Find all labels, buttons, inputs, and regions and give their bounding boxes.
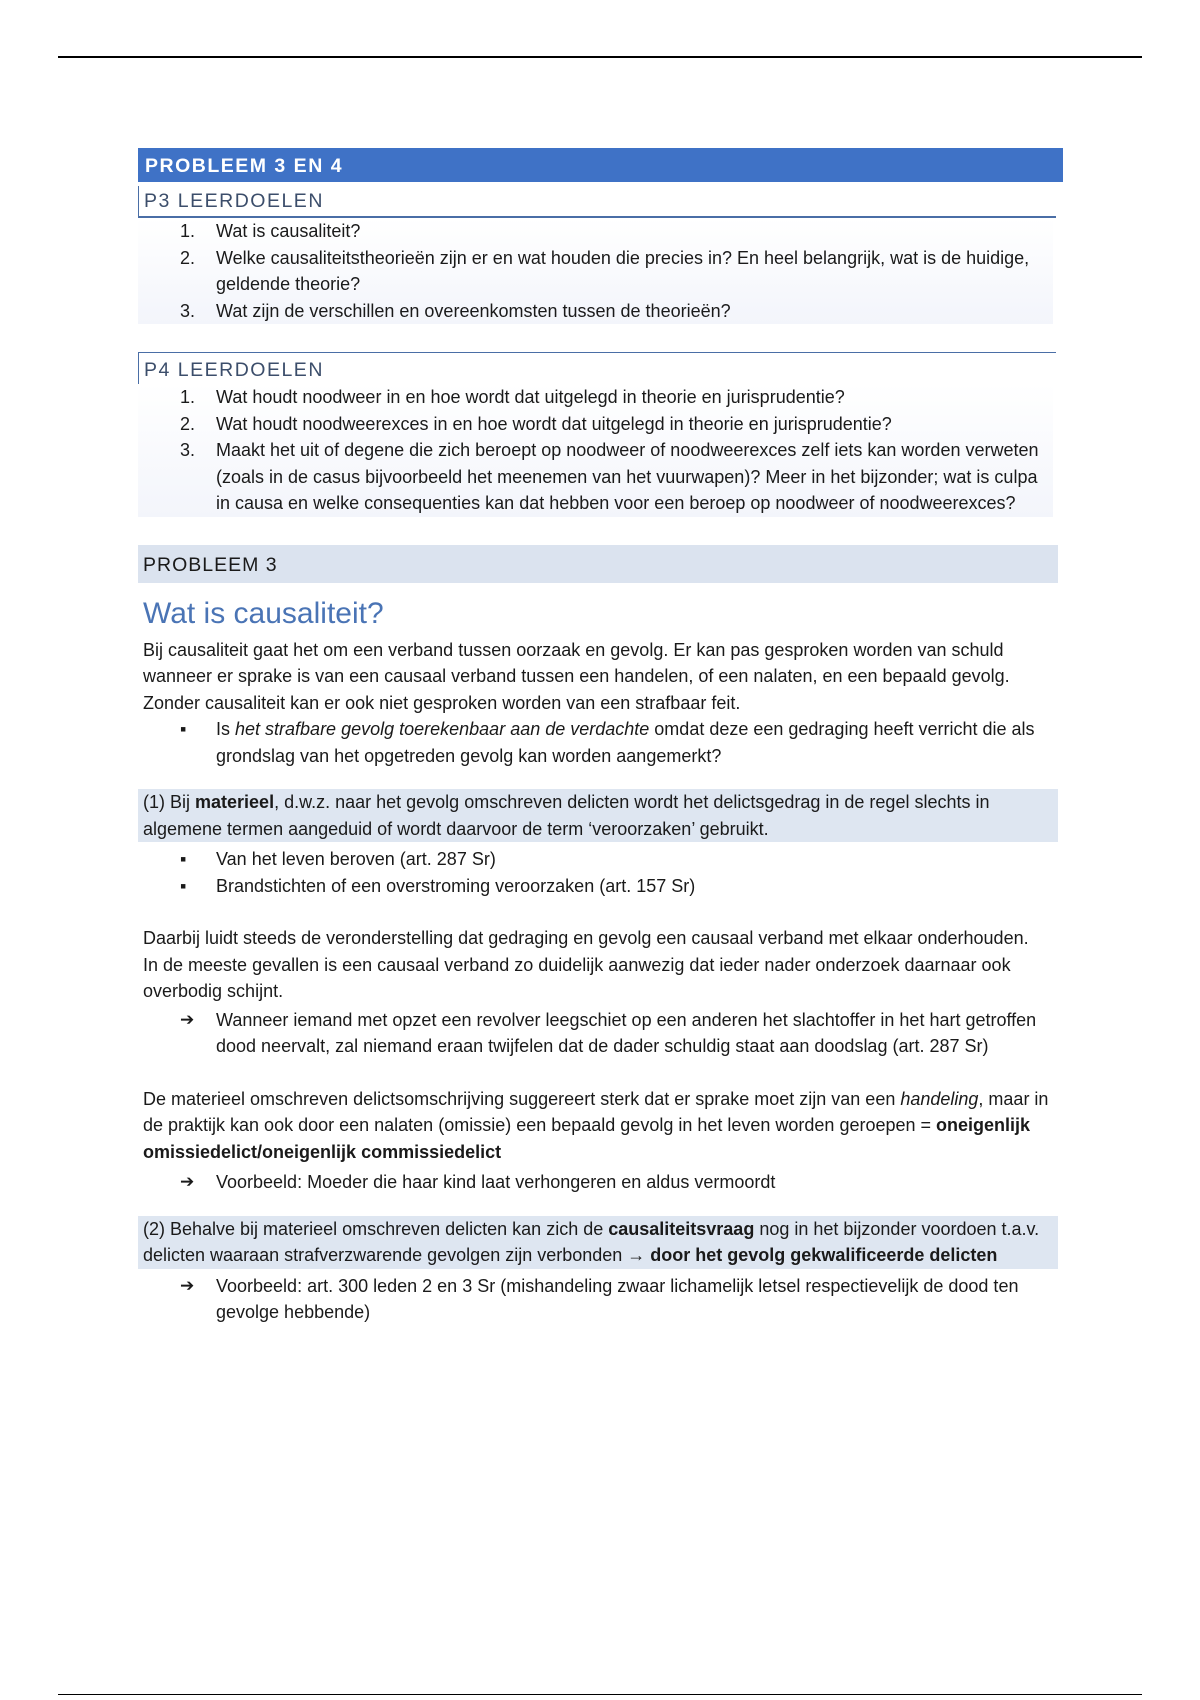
bullet-icon: ▪ [180, 875, 187, 896]
arrow-icon: ➔ [180, 1172, 195, 1191]
top-rule [58, 56, 1142, 58]
highlight-paragraph-2: (2) Behalve bij materieel omschreven delicten kan zich de causaliteitsvraag nog in het bijzonder voordoen t.a.v. delicten waaraan strafverzwarende gevolgen zijn verbonden → door het gevolg gekwalificeerde delicten [138, 1216, 1058, 1269]
document-body [138, 148, 1063, 1326]
paragraph: De materieel omschreven delictsomschrijving suggereert sterk dat er sprake moet zijn van een handeling, maar in de praktijk kan ook door een nalaten (omissie) een bepaald gevolg in het leven worden geroepen = oneigenlijk omissiedelict/oneigenlijk commissiedelict [143, 1088, 1049, 1162]
bullet-icon: ▪ [180, 719, 187, 739]
list-item: 3. Maakt het uit of degene die zich beroept op noodweer of noodweerexces zelf iets kan worden verweten (zoals in de casus bijvoorbeeld het meenemen van het vuurwapen)? Meer in het bijzonder; wat is culpa in causa en welke consequenties kan dat hebben voor een beroep op noodweer of noodweerexces? [180, 440, 1039, 513]
intro-paragraph: Bij causaliteit gaat het om een verband tussen oorzaak en gevolg. Er kan pas gesproken worden van schuld wanneer er sprake is van een causaal verband tussen een handelen, of een nalaten, en een bepaald gevolg. Zonder causaliteit kan er ook niet gesproken worden van een strafbaar feit. [143, 639, 1010, 713]
arrow-icon: ➔ [180, 1009, 195, 1029]
list-item: 1. Wat is causaliteit? [180, 221, 361, 241]
bottom-rule [58, 1694, 1142, 1695]
list-item: 2. Wat houdt noodweerexces in en hoe wordt dat uitgelegd in theorie en jurisprudentie? [180, 413, 892, 434]
header-problem-3-4: PROBLEEM 3 EN 4 [138, 148, 1063, 182]
paragraph: In de meeste gevallen is een causaal verband zo duidelijk aanwezig dat ieder nader onderzoek daarnaar ook overbodig schijnt. [143, 954, 1011, 1001]
list-item: 2. Welke causaliteitstheorieën zijn er en wat houden die precies in? En heel belangrijk, wat is de huidige, geldende theorie? [180, 247, 1030, 294]
p4-heading: P4 LEERDOELEN [138, 352, 1056, 384]
section-heading: PROBLEEM 3 [138, 545, 1058, 583]
p3-heading: P3 LEERDOELEN [138, 186, 1056, 218]
bullet-icon: ▪ [180, 849, 187, 869]
list-item: 3. Wat zijn de verschillen en overeenkomsten tussen de theorieën? [180, 300, 731, 321]
arrow-icon: ➔ [180, 1275, 195, 1295]
page-title: Wat is causaliteit? [143, 596, 384, 630]
list-item: ➔ Voorbeeld: Moeder die haar kind laat verhongeren en aldus vermoordt [138, 1169, 1063, 1196]
highlight-paragraph-1: (1) Bij materieel, d.w.z. naar het gevolg omschreven delicten wordt het delictsgedrag in de regel slechts in algemene termen aangeduid of wordt daarvoor de term ‘veroorzaken’ gebruikt. [138, 789, 1058, 842]
list-item: ▪ Van het leven beroven (art. 287 Sr) [138, 846, 1063, 873]
list-item: ➔ Voorbeeld: art. 300 leden 2 en 3 Sr (mishandeling zwaar lichamelijk letsel respectievelijk de dood ten gevolge hebbende) [138, 1273, 1063, 1326]
list-item: ▪ Brandstichten of een overstroming veroorzaken (art. 157 Sr) [138, 873, 1063, 900]
list-item: ▪ Is het strafbare gevolg toerekenbaar aan de verdachte omdat deze een gedraging heeft verricht die als grondslag van het opgetreden gevolg kan worden aangemerkt? [138, 716, 1063, 769]
p4-list [138, 384, 1053, 517]
p3-list [138, 218, 1053, 324]
paragraph: Daarbij luidt steeds de veronderstelling dat gedraging en gevolg een causaal verband met elkaar onderhouden. [143, 928, 1029, 948]
list-item: ➔ Wanneer iemand met opzet een revolver leegschiet op een anderen het slachtoffer in het hart getroffen dood neervalt, zal niemand eraan twijfelen dat de dader schuldig staat aan doodslag (art. 287 Sr) [138, 1007, 1063, 1060]
list-item: 1. Wat houdt noodweer in en hoe wordt dat uitgelegd in theorie en jurisprudentie? [180, 387, 845, 407]
